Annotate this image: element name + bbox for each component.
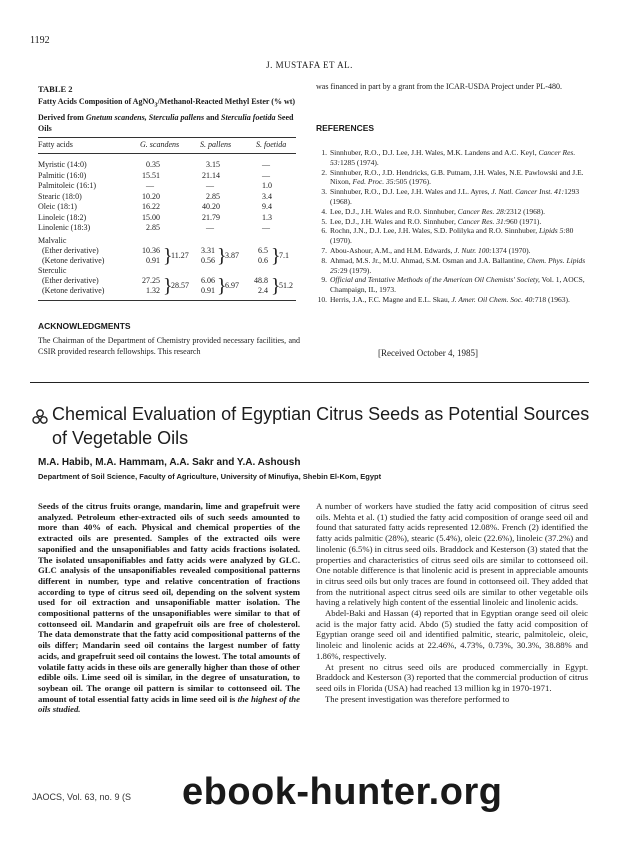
table-cell: 9.4 <box>262 202 272 211</box>
references-heading: REFERENCES <box>316 123 375 133</box>
body-paragraph: The present investigation was therefore performed to <box>325 693 510 704</box>
reference-item <box>316 226 588 246</box>
header-g-scandens: G. scandens <box>140 140 180 149</box>
body-paragraph: At present no citrus seed oils are produced commercially in Egypt. Braddock and Kesterson (3) reported that the commercial production of citrus seed oils in Florida (USA) had reached 13 million kg in 1970-1971. <box>316 661 588 693</box>
table-row-label: Myristic (14:0) <box>38 160 87 169</box>
reference-details: 505 (1976). <box>395 177 431 187</box>
received-date: [Received October 4, 1985] <box>378 348 478 358</box>
malvalic-g-ketone: 0.91 <box>146 256 160 265</box>
malvalic-label: Malvalic <box>38 236 67 245</box>
acknowledgments-text: The Chairman of the Department of Chemistry provided necessary facilities, and CSIR provided research fellowships. This research <box>38 336 300 356</box>
table-cell: 2.85 <box>146 223 160 232</box>
table-row-label: Linolenic (18:3) <box>38 223 91 232</box>
malvalic-ketone-label: (Ketone derivative) <box>42 256 105 265</box>
sterculic-g-ether: 27.25 <box>142 276 160 285</box>
table-row-label: Stearic (18:0) <box>38 191 82 201</box>
table-cell: 3.15 <box>206 160 220 169</box>
reference-authors: Sinnhuber, R.O., D.J. Lee, J.H. Wales and J.L. Ayres, <box>330 187 492 197</box>
sterculic-s-brace: } <box>217 275 227 297</box>
reference-authors: Sinnhuber, R.O., D.J. Lee, J.H. Wales, M.K. Landens and A.C. Keyl, <box>330 148 539 157</box>
table-row-label: Linoleic (18:2) <box>38 212 87 222</box>
reference-number: 2. <box>321 167 327 177</box>
malvalic-f-brace: } <box>271 245 281 267</box>
reference-authors: Lee, D.J., J.H. Wales and R.O. Sinnhuber, <box>330 216 458 226</box>
reference-authors: Ahmad, M.S. Jr., M.U. Ahmad, S.M. Osman and J.A. Ballantine, <box>330 255 527 265</box>
table-cell: — <box>262 160 270 169</box>
table-cell: — <box>262 170 270 180</box>
table-cell: 16.22 <box>142 202 160 211</box>
sterculic-s-ether: 6.06 <box>201 276 215 285</box>
table-cell: 21.79 <box>202 212 220 222</box>
malvalic-g-total: 11.27 <box>171 251 189 260</box>
body-paragraph: Abdel-Baki and Hassan (4) reported that in Egyptian orange seed oil oleic acid is the major fatty acid. Abdo (5) studied the fatty acid composition of Egyptian orange seed oil and identified palmitic, stearic, palmitoleic, oleic, linoleic and linolenic acids at 22.46%, 4.73%, 0.73%, 30.3%, 38.88% and 1.86%, respectively. <box>316 608 588 661</box>
reference-item <box>316 207 588 217</box>
sterculic-ether-label: (Ether derivative) <box>42 276 99 285</box>
table-cell: 15.51 <box>142 170 160 180</box>
malvalic-s-ketone: 0.56 <box>201 256 215 265</box>
malvalic-g-ether: 10.36 <box>142 246 160 255</box>
table-cell: 40.20 <box>202 202 220 211</box>
table-cell: — <box>206 181 214 190</box>
reference-number: 6. <box>321 226 327 236</box>
reference-authors: Lee, D.J., J.H. Wales and R.O. Sinnhuber, <box>330 206 458 216</box>
fatty-acid-table <box>38 137 296 307</box>
malvalic-ether-label: (Ether derivative) <box>42 246 99 255</box>
header-fatty-acids: Fatty acids <box>38 140 73 149</box>
reference-item <box>316 256 588 276</box>
reference-details: 1285 (1974). <box>340 157 379 167</box>
reference-number: 3. <box>321 187 327 197</box>
reference-number: 10. <box>317 294 327 304</box>
table-cell: 1.0 <box>262 181 272 190</box>
table-cell: 21.14 <box>202 170 220 180</box>
reference-authors: Abou-Ashour, A.M., and H.M. Edwards, <box>330 245 455 255</box>
table-cell: — <box>262 223 270 232</box>
section-divider <box>30 382 589 383</box>
table-cell: 3.4 <box>262 191 272 201</box>
header-s-foetida: S. foetida <box>256 140 287 149</box>
malvalic-s-ether: 3.31 <box>201 246 215 255</box>
malvalic-s-total: 3.87 <box>225 251 239 260</box>
reference-authors: Herris, J.A., F.C. Magne and E.L. Skau, <box>330 294 452 304</box>
reference-details: 1374 (1970). <box>491 245 531 255</box>
malvalic-f-total: 7.1 <box>279 251 289 260</box>
table-row-label: Palmitic (16:0) <box>38 170 87 180</box>
sterculic-g-brace: } <box>163 275 173 297</box>
reference-details: 960 (1971). <box>506 216 542 226</box>
table-caption: Fatty Acids Composition of AgNO$_3$/Methanol-Reacted Methyl Ester (% wt) Derived from Gnetum scandens, Sterculia pallens and Sterculia foetida Seed Oils <box>38 97 296 133</box>
reference-journal: Official and Tentative Methods of the American Oil Chemists' Society, <box>330 275 540 285</box>
reference-item <box>316 295 588 305</box>
page-number: 1192 <box>30 35 50 46</box>
watermark: ebook-hunter.org <box>182 771 503 813</box>
reference-journal: J. Natl. Cancer Inst. 41: <box>491 187 565 197</box>
reference-number: 9. <box>321 275 327 285</box>
table-cell: 0.35 <box>146 160 160 169</box>
reference-journal: Cancer Res. 31: <box>457 216 507 226</box>
table-row-label: Palmitoleic (16:1) <box>38 181 96 190</box>
sterculic-f-brace: } <box>271 275 281 297</box>
sterculic-s-ketone: 0.91 <box>201 286 215 295</box>
table-cell: — <box>206 223 214 232</box>
reference-item <box>316 246 588 256</box>
reference-item <box>316 148 588 168</box>
reference-details: 718 (1963). <box>534 294 570 304</box>
sterculic-g-total: 28.57 <box>171 281 189 290</box>
sterculic-ketone-label: (Ketone derivative) <box>42 286 105 295</box>
reference-journal: Fed. Proc. 35: <box>352 177 396 187</box>
table-cell: 15.00 <box>142 212 160 222</box>
table-row-label: Oleic (18:1) <box>38 202 77 211</box>
article-abstract: Seeds of the citrus fruits orange, mandarin, lime and grapefruit were analyzed. Petroleum ether-extracted oils of such seeds amounted to more than 40% of each. Physical and chemical properties of the extracted oils are presented. Samples of the extracted oils were saponified and the unsaponifiables and fatty acids fractions isolated. The isolated unsaponifiables and fatty acids were analyzed by GLC. GLC analysis of the unsaponifiables revealed compositional patterns different in number, type and relative concentration of fractions according to type of citrus seed oil, depending on the solvent system used for oil extraction and unsaponifiable matter isolation. The compositional patterns of the unsaponifiables were similar to that of cottonseed oil. Mandarin and grapefruit oils are free of cholesterol. The data demonstrate that the fatty acid compositional patterns of the oils differ; Mandarin seed oil contains the largest number of fatty acids, and grapefruit seed oil contains the lowest. The total amounts of volatile fatty acids in these oils are generally higher than those of other edible oils. Lime seed oil is similar, in the degree of unsaturation, to soybean oil. The orange oil pattern is similar to cottonseed oil. The amount of total essential fatty acids in lime seed oil is the highest of the oils studied. <box>38 501 300 715</box>
references-list <box>316 148 588 305</box>
reference-number: 8. <box>321 255 327 265</box>
reference-details: 29 (1979). <box>340 265 372 275</box>
table-title: TABLE 2 <box>38 84 73 94</box>
sterculic-label: Sterculic <box>38 266 67 275</box>
journal-footer: JAOCS, Vol. 63, no. 9 (S <box>32 792 132 802</box>
sterculic-f-total: 51.2 <box>279 281 293 290</box>
reference-journal: Chem. Phys. Lipids 25: <box>330 255 586 275</box>
reference-details: 80 (1970). <box>330 226 574 246</box>
malvalic-f-ether: 6.5 <box>258 246 268 255</box>
reference-journal: Lipids 5: <box>538 226 566 236</box>
reference-journal: Cancer Res. 53: <box>330 148 576 167</box>
malvalic-g-brace: } <box>163 245 173 267</box>
article-affiliation: Department of Soil Science, Faculty of Agriculture, University of Minufiya, Shebin El-Kom, Egypt <box>38 472 382 481</box>
reference-number: 4. <box>321 206 327 216</box>
funding-text: was financed in part by a grant from the ICAR-USDA Project under PL-480. <box>316 82 562 91</box>
reference-authors: Rochn, J.N., D.J. Lee, J.H. Wales, S.D. Polilyka and R.O. Sinnhuber, <box>330 226 539 236</box>
article-icon <box>32 409 48 425</box>
reference-item <box>316 275 588 295</box>
reference-item <box>316 168 588 188</box>
reference-authors: Sinnhuber, R.O., J.D. Hendricks, G.B. Putnam, J.H. Wales, N.E. Pawlowski and J.E. Nixon, <box>330 167 584 187</box>
reference-journal: Cancer Res. 28: <box>457 206 507 216</box>
reference-number: 5. <box>321 216 327 226</box>
reference-item <box>316 217 588 227</box>
table-cell: 2.85 <box>206 191 220 201</box>
reference-details: Vol. 1, AOCS, Champaign, IL, 1973. <box>330 275 585 295</box>
reference-journal: J. Nutr. 100: <box>454 245 492 255</box>
table-cell: — <box>146 181 154 190</box>
reference-number: 1. <box>321 148 327 157</box>
reference-details: 1293 (1968). <box>330 187 580 206</box>
reference-journal: J. Amer. Oil Chem. Soc. 40: <box>451 294 535 304</box>
article-authors: M.A. Habib, M.A. Hammam, A.A. Sakr and Y.A. Ashoush <box>38 457 301 468</box>
running-head: J. MUSTAFA ET AL. <box>266 60 353 70</box>
sterculic-f-ketone: 2.4 <box>258 286 268 295</box>
sterculic-s-total: 6.97 <box>225 281 239 290</box>
reference-number: 7. <box>321 245 327 255</box>
body-paragraph: A number of workers have studied the fatty acid composition of citrus seed oils. Mehta et al. (1) studied the fatty acid composition of orange seed oil and found that saturated fatty acids represented 12.08%. French (2) identified the fatty acids palmitic (28%), stearic (5.4%), oleic (22.6%), linoleic (37.2%) and linolenic (6.5%) in citrus seed oils. Braddock and Kesterson (3) stated that the properties and characteristics of citrus seed oils are similar to cottonseed oil. One notable difference is that linolenic acid is present in appreciable amounts in citrus seed oils but only traces are found in cottonseed oil. They added that from the nutritional aspect citrus seed oils are similar to other vegetable oils having a relatively high content of the essential linoleic and linolenic acids. <box>316 501 588 608</box>
table-cell: 1.3 <box>262 212 272 222</box>
malvalic-s-brace: } <box>217 245 227 267</box>
sterculic-g-ketone: 1.32 <box>146 286 160 295</box>
acknowledgments-heading: ACKNOWLEDGMENTS <box>38 321 131 331</box>
sterculic-f-ether: 48.8 <box>254 276 268 285</box>
table-cell: 10.20 <box>142 191 160 201</box>
article-title: Chemical Evaluation of Egyptian Citrus Seeds as Potential Sources of Vegetable Oils <box>52 404 590 448</box>
malvalic-f-ketone: 0.6 <box>258 256 268 265</box>
reference-details: 2312 (1968). <box>506 206 545 216</box>
header-s-pallens: S. pallens <box>200 140 232 149</box>
article-body <box>316 501 588 704</box>
reference-item <box>316 187 588 207</box>
